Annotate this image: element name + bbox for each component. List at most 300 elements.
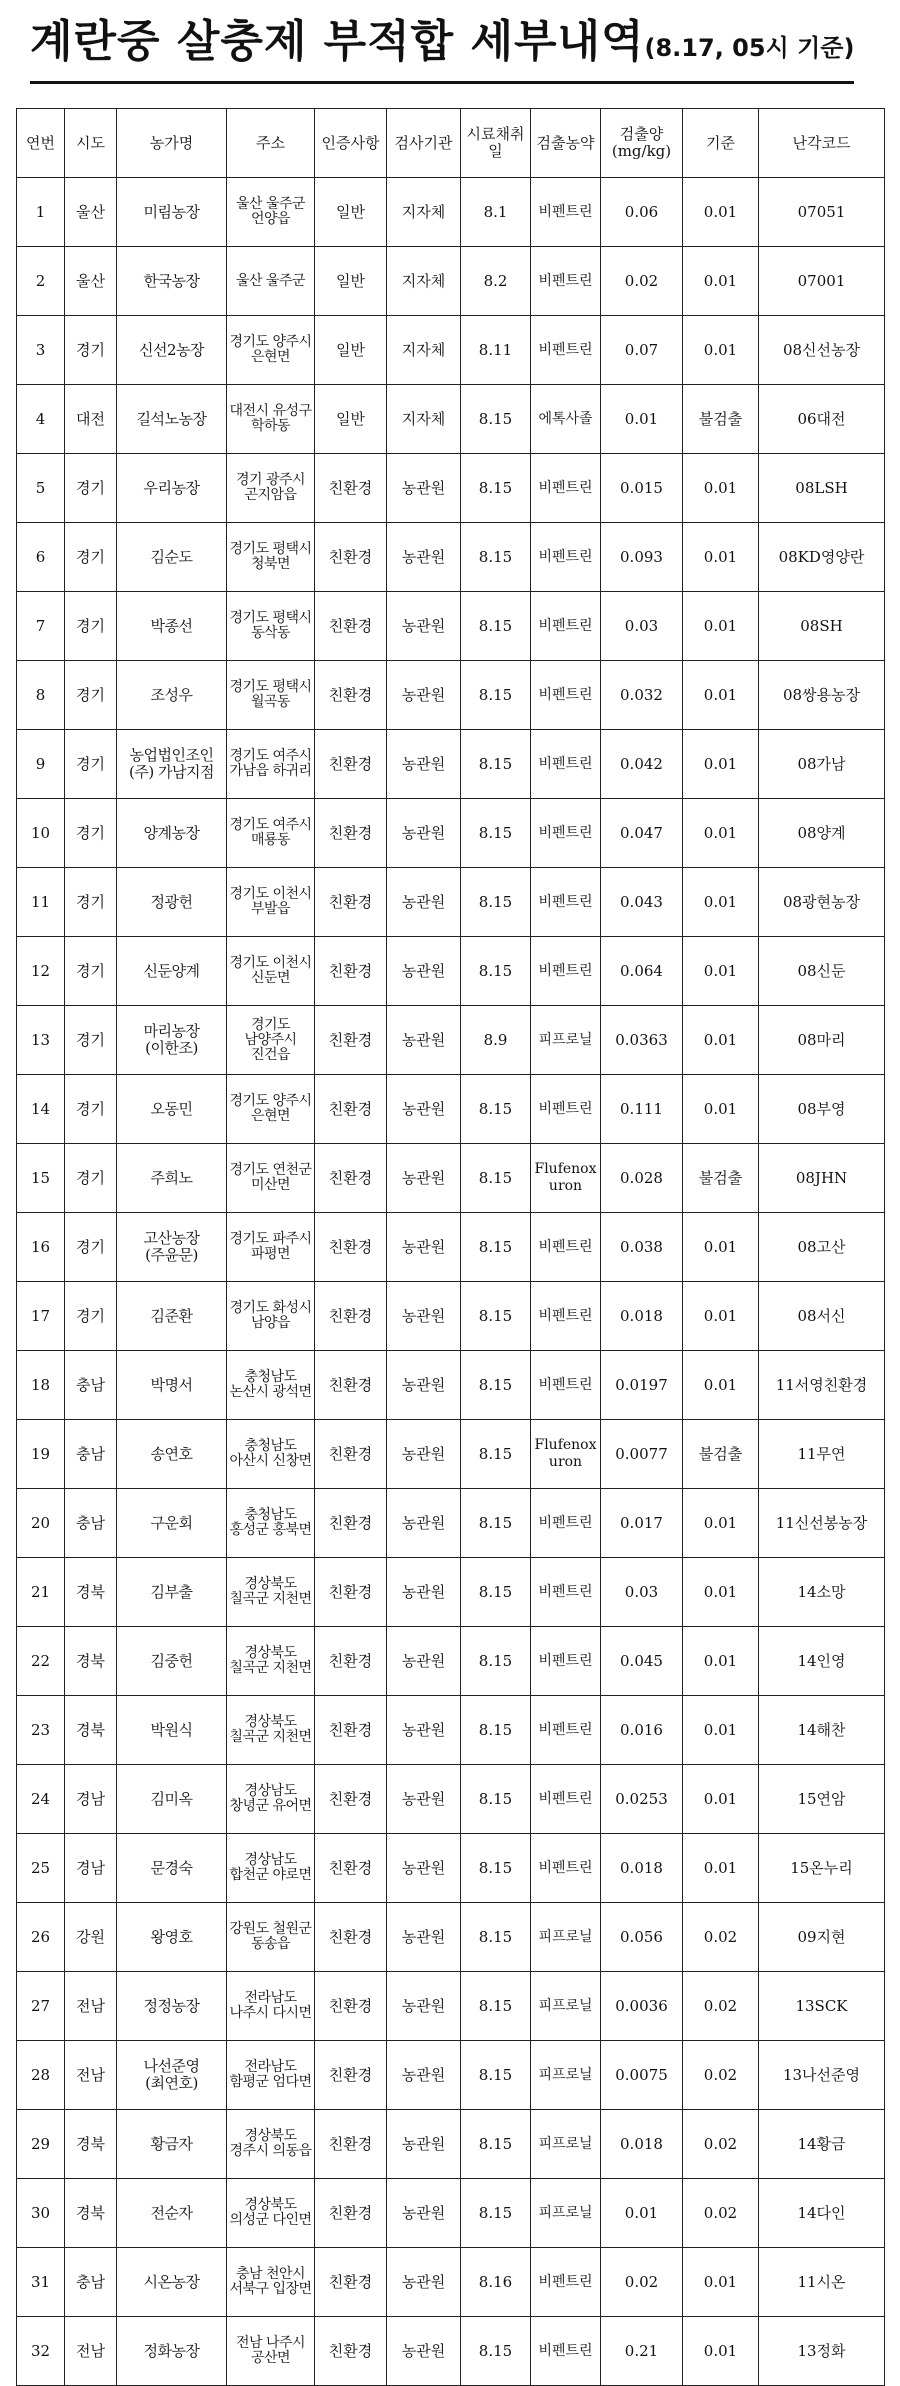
cell-pesticide: Flufenoxuron (531, 1420, 601, 1489)
cell-farm-name: 박명서 (117, 1351, 227, 1420)
cell-farm-name: 문경숙 (117, 1834, 227, 1903)
cell-amount: 0.03 (601, 1558, 683, 1627)
cell-farm-name: 농업법인조인(주) 가남지점 (117, 730, 227, 799)
header-inspection-agency: 검사기관 (387, 109, 461, 178)
cell-no: 24 (17, 1765, 65, 1834)
table-row (17, 1903, 885, 1972)
cell-amount: 0.043 (601, 868, 683, 937)
cell-egg-code: 11서영친환경 (759, 1351, 885, 1420)
cell-address: 전남 나주시 공산면 (227, 2317, 315, 2386)
cell-inspection-agency: 농관원 (387, 1972, 461, 2041)
cell-egg-code: 08양계 (759, 799, 885, 868)
cell-address: 경기도 남양주시 진건읍 (227, 1006, 315, 1075)
cell-pesticide: 비펜트린 (531, 1489, 601, 1558)
table-row (17, 661, 885, 730)
cell-address: 강원도 철원군 동송읍 (227, 1903, 315, 1972)
table-row (17, 1351, 885, 1420)
cell-egg-code: 13SCK (759, 1972, 885, 2041)
cell-address: 경상북도 칠곡군 지천면 (227, 1696, 315, 1765)
cell-inspection-agency: 농관원 (387, 730, 461, 799)
cell-province: 경기 (65, 730, 117, 799)
header-standard: 기준 (683, 109, 759, 178)
cell-address: 전라남도 나주시 다시면 (227, 1972, 315, 2041)
cell-no: 12 (17, 937, 65, 1006)
cell-address: 경기도 평택시 청북면 (227, 523, 315, 592)
cell-farm-name: 주희노 (117, 1144, 227, 1213)
cell-no: 2 (17, 247, 65, 316)
cell-farm-name: 길석노농장 (117, 385, 227, 454)
cell-inspection-agency: 지자체 (387, 178, 461, 247)
cell-standard: 0.01 (683, 868, 759, 937)
cell-farm-name: 정광헌 (117, 868, 227, 937)
table-row (17, 1696, 885, 1765)
cell-farm-name: 한국농장 (117, 247, 227, 316)
table-row (17, 1420, 885, 1489)
cell-amount: 0.064 (601, 937, 683, 1006)
cell-sample-date: 8.15 (461, 1972, 531, 2041)
cell-no: 26 (17, 1903, 65, 1972)
table-row (17, 178, 885, 247)
cell-amount: 0.015 (601, 454, 683, 523)
cell-province: 전남 (65, 2041, 117, 2110)
cell-amount: 0.0197 (601, 1351, 683, 1420)
cell-province: 울산 (65, 178, 117, 247)
cell-no: 13 (17, 1006, 65, 1075)
cell-pesticide: 비펜트린 (531, 178, 601, 247)
cell-inspection-agency: 농관원 (387, 1075, 461, 1144)
cell-no: 31 (17, 2248, 65, 2317)
cell-no: 16 (17, 1213, 65, 1282)
cell-certification: 친환경 (315, 523, 387, 592)
cell-inspection-agency: 농관원 (387, 1903, 461, 1972)
cell-certification: 친환경 (315, 2179, 387, 2248)
cell-inspection-agency: 농관원 (387, 661, 461, 730)
cell-no: 25 (17, 1834, 65, 1903)
cell-sample-date: 8.15 (461, 2110, 531, 2179)
cell-egg-code: 14다인 (759, 2179, 885, 2248)
cell-amount: 0.07 (601, 316, 683, 385)
cell-address: 충청남도 논산시 광석면 (227, 1351, 315, 1420)
cell-standard: 0.01 (683, 1489, 759, 1558)
cell-amount: 0.0363 (601, 1006, 683, 1075)
cell-address: 경기도 연천군 미산면 (227, 1144, 315, 1213)
cell-province: 경기 (65, 592, 117, 661)
cell-inspection-agency: 농관원 (387, 592, 461, 661)
cell-inspection-agency: 농관원 (387, 1006, 461, 1075)
cell-standard: 0.01 (683, 1351, 759, 1420)
cell-standard: 불검출 (683, 1144, 759, 1213)
cell-sample-date: 8.16 (461, 2248, 531, 2317)
cell-sample-date: 8.15 (461, 1489, 531, 1558)
cell-province: 경기 (65, 316, 117, 385)
cell-amount: 0.018 (601, 1834, 683, 1903)
cell-certification: 친환경 (315, 799, 387, 868)
cell-no: 8 (17, 661, 65, 730)
table-row (17, 454, 885, 523)
cell-farm-name: 김순도 (117, 523, 227, 592)
cell-standard: 0.01 (683, 316, 759, 385)
cell-standard: 0.01 (683, 937, 759, 1006)
cell-no: 5 (17, 454, 65, 523)
cell-no: 21 (17, 1558, 65, 1627)
cell-standard: 0.01 (683, 178, 759, 247)
cell-farm-name: 시온농장 (117, 2248, 227, 2317)
cell-amount: 0.01 (601, 2179, 683, 2248)
cell-inspection-agency: 농관원 (387, 1282, 461, 1351)
cell-no: 14 (17, 1075, 65, 1144)
cell-inspection-agency: 농관원 (387, 2248, 461, 2317)
cell-province: 경기 (65, 868, 117, 937)
cell-inspection-agency: 농관원 (387, 1627, 461, 1696)
table-row (17, 1282, 885, 1351)
cell-inspection-agency: 농관원 (387, 1420, 461, 1489)
cell-pesticide: 비펜트린 (531, 937, 601, 1006)
cell-province: 경기 (65, 1282, 117, 1351)
cell-address: 충남 천안시 서북구 입장면 (227, 2248, 315, 2317)
cell-sample-date: 8.15 (461, 1903, 531, 1972)
header-sample-date: 시료채취일 (461, 109, 531, 178)
cell-amount: 0.0077 (601, 1420, 683, 1489)
header-farm-name: 농가명 (117, 109, 227, 178)
cell-standard: 0.01 (683, 592, 759, 661)
cell-certification: 일반 (315, 316, 387, 385)
header-egg-code: 난각코드 (759, 109, 885, 178)
cell-amount: 0.042 (601, 730, 683, 799)
cell-certification: 친환경 (315, 661, 387, 730)
page-title (30, 14, 854, 84)
table-row (17, 385, 885, 454)
cell-pesticide: 비펜트린 (531, 661, 601, 730)
cell-inspection-agency: 농관원 (387, 2041, 461, 2110)
cell-pesticide: 비펜트린 (531, 454, 601, 523)
cell-egg-code: 08고산 (759, 1213, 885, 1282)
table-row (17, 592, 885, 661)
cell-address: 경기도 양주시 은현면 (227, 316, 315, 385)
table-row (17, 1213, 885, 1282)
table-row (17, 2179, 885, 2248)
cell-egg-code: 14인영 (759, 1627, 885, 1696)
cell-province: 전남 (65, 2317, 117, 2386)
cell-address: 경기도 평택시 동삭동 (227, 592, 315, 661)
cell-province: 전남 (65, 1972, 117, 2041)
cell-no: 28 (17, 2041, 65, 2110)
cell-amount: 0.03 (601, 592, 683, 661)
table-row (17, 2110, 885, 2179)
cell-inspection-agency: 농관원 (387, 937, 461, 1006)
cell-sample-date: 8.15 (461, 1213, 531, 1282)
cell-sample-date: 8.15 (461, 2179, 531, 2248)
cell-inspection-agency: 지자체 (387, 316, 461, 385)
cell-farm-name: 정화농장 (117, 2317, 227, 2386)
page-title-sub: (8.17, 05시 기준) (644, 34, 855, 62)
cell-no: 18 (17, 1351, 65, 1420)
cell-pesticide: 비펜트린 (531, 1282, 601, 1351)
cell-no: 32 (17, 2317, 65, 2386)
cell-certification: 친환경 (315, 1903, 387, 1972)
cell-province: 경북 (65, 2179, 117, 2248)
table-row (17, 1075, 885, 1144)
cell-province: 경기 (65, 799, 117, 868)
cell-province: 경남 (65, 1765, 117, 1834)
cell-sample-date: 8.15 (461, 1765, 531, 1834)
cell-farm-name: 조성우 (117, 661, 227, 730)
cell-province: 경남 (65, 1834, 117, 1903)
cell-no: 22 (17, 1627, 65, 1696)
cell-address: 경기도 평택시 월곡동 (227, 661, 315, 730)
cell-certification: 친환경 (315, 1282, 387, 1351)
cell-sample-date: 8.15 (461, 1696, 531, 1765)
cell-amount: 0.047 (601, 799, 683, 868)
cell-address: 경상북도 경주시 의동읍 (227, 2110, 315, 2179)
cell-amount: 0.0075 (601, 2041, 683, 2110)
cell-certification: 친환경 (315, 1006, 387, 1075)
table-row (17, 1765, 885, 1834)
cell-address: 경상남도 창녕군 유어면 (227, 1765, 315, 1834)
cell-inspection-agency: 농관원 (387, 1696, 461, 1765)
cell-province: 경기 (65, 937, 117, 1006)
cell-amount: 0.038 (601, 1213, 683, 1282)
cell-standard: 0.01 (683, 1006, 759, 1075)
table-row (17, 1558, 885, 1627)
table-row (17, 868, 885, 937)
cell-sample-date: 8.11 (461, 316, 531, 385)
cell-inspection-agency: 지자체 (387, 385, 461, 454)
cell-egg-code: 11시온 (759, 2248, 885, 2317)
cell-certification: 친환경 (315, 1834, 387, 1903)
cell-certification: 친환경 (315, 2041, 387, 2110)
cell-inspection-agency: 농관원 (387, 2317, 461, 2386)
cell-pesticide: 비펜트린 (531, 523, 601, 592)
cell-pesticide: 비펜트린 (531, 247, 601, 316)
cell-sample-date: 8.15 (461, 1351, 531, 1420)
cell-province: 경북 (65, 1627, 117, 1696)
title-block (30, 14, 870, 80)
cell-address: 경기 광주시 곤지암읍 (227, 454, 315, 523)
cell-province: 경기 (65, 523, 117, 592)
cell-inspection-agency: 농관원 (387, 523, 461, 592)
cell-no: 11 (17, 868, 65, 937)
header-pesticide: 검출농약 (531, 109, 601, 178)
cell-farm-name: 정정농장 (117, 1972, 227, 2041)
cell-amount: 0.032 (601, 661, 683, 730)
cell-egg-code: 08신선농장 (759, 316, 885, 385)
cell-standard: 0.01 (683, 523, 759, 592)
cell-sample-date: 8.15 (461, 730, 531, 799)
cell-pesticide: 비펜트린 (531, 1558, 601, 1627)
cell-standard: 0.02 (683, 1903, 759, 1972)
cell-egg-code: 08부영 (759, 1075, 885, 1144)
cell-pesticide: 비펜트린 (531, 2248, 601, 2317)
cell-province: 울산 (65, 247, 117, 316)
cell-inspection-agency: 지자체 (387, 247, 461, 316)
cell-no: 10 (17, 799, 65, 868)
cell-province: 충남 (65, 2248, 117, 2317)
cell-inspection-agency: 농관원 (387, 799, 461, 868)
cell-farm-name: 구운회 (117, 1489, 227, 1558)
cell-sample-date: 8.15 (461, 1834, 531, 1903)
cell-pesticide: 비펜트린 (531, 868, 601, 937)
cell-amount: 0.0253 (601, 1765, 683, 1834)
cell-pesticide: 비펜트린 (531, 1075, 601, 1144)
cell-no: 4 (17, 385, 65, 454)
cell-egg-code: 08가남 (759, 730, 885, 799)
cell-certification: 친환경 (315, 592, 387, 661)
cell-sample-date: 8.15 (461, 1282, 531, 1351)
cell-farm-name: 박원식 (117, 1696, 227, 1765)
cell-sample-date: 8.15 (461, 454, 531, 523)
cell-standard: 0.02 (683, 1972, 759, 2041)
cell-address: 울산 울주군 (227, 247, 315, 316)
cell-farm-name: 왕영호 (117, 1903, 227, 1972)
cell-sample-date: 8.15 (461, 1558, 531, 1627)
cell-farm-name: 김준환 (117, 1282, 227, 1351)
cell-certification: 친환경 (315, 1489, 387, 1558)
cell-inspection-agency: 농관원 (387, 1834, 461, 1903)
cell-no: 9 (17, 730, 65, 799)
cell-amount: 0.111 (601, 1075, 683, 1144)
cell-province: 대전 (65, 385, 117, 454)
cell-pesticide: 비펜트린 (531, 1351, 601, 1420)
cell-farm-name: 우리농장 (117, 454, 227, 523)
header-no: 연번 (17, 109, 65, 178)
cell-certification: 일반 (315, 178, 387, 247)
cell-pesticide: 비펜트린 (531, 1213, 601, 1282)
cell-standard: 0.02 (683, 2110, 759, 2179)
cell-farm-name: 신선2농장 (117, 316, 227, 385)
cell-amount: 0.016 (601, 1696, 683, 1765)
cell-inspection-agency: 농관원 (387, 1144, 461, 1213)
cell-amount: 0.01 (601, 385, 683, 454)
cell-certification: 친환경 (315, 454, 387, 523)
cell-address: 경상북도 칠곡군 지천면 (227, 1627, 315, 1696)
cell-pesticide: 피프로닐 (531, 2179, 601, 2248)
cell-pesticide: 피프로닐 (531, 1903, 601, 1972)
cell-no: 6 (17, 523, 65, 592)
cell-farm-name: 김미옥 (117, 1765, 227, 1834)
cell-egg-code: 11신선봉농장 (759, 1489, 885, 1558)
table-row (17, 799, 885, 868)
cell-sample-date: 8.2 (461, 247, 531, 316)
cell-certification: 친환경 (315, 2110, 387, 2179)
cell-inspection-agency: 농관원 (387, 868, 461, 937)
cell-egg-code: 14황금 (759, 2110, 885, 2179)
cell-standard: 0.01 (683, 730, 759, 799)
cell-sample-date: 8.15 (461, 2317, 531, 2386)
cell-province: 충남 (65, 1420, 117, 1489)
cell-address: 울산 울주군 언양읍 (227, 178, 315, 247)
table-row (17, 316, 885, 385)
cell-sample-date: 8.15 (461, 2041, 531, 2110)
cell-amount: 0.018 (601, 2110, 683, 2179)
cell-certification: 친환경 (315, 937, 387, 1006)
cell-pesticide: 비펜트린 (531, 730, 601, 799)
header-amount: 검출양(mg/kg) (601, 109, 683, 178)
cell-certification: 친환경 (315, 1420, 387, 1489)
cell-egg-code: 08JHN (759, 1144, 885, 1213)
cell-address: 경기도 양주시 은현면 (227, 1075, 315, 1144)
cell-address: 경기도 파주시 파평면 (227, 1213, 315, 1282)
header-province: 시도 (65, 109, 117, 178)
table-row (17, 2317, 885, 2386)
cell-inspection-agency: 농관원 (387, 2110, 461, 2179)
cell-address: 충청남도 아산시 신창면 (227, 1420, 315, 1489)
cell-no: 20 (17, 1489, 65, 1558)
cell-egg-code: 09지현 (759, 1903, 885, 1972)
cell-farm-name: 양계농장 (117, 799, 227, 868)
table-row (17, 1144, 885, 1213)
cell-sample-date: 8.15 (461, 1144, 531, 1213)
cell-sample-date: 8.15 (461, 868, 531, 937)
cell-farm-name: 김중헌 (117, 1627, 227, 1696)
cell-egg-code: 06대전 (759, 385, 885, 454)
cell-standard: 0.01 (683, 1765, 759, 1834)
cell-inspection-agency: 농관원 (387, 1351, 461, 1420)
cell-pesticide: 피프로닐 (531, 1006, 601, 1075)
cell-pesticide: 비펜트린 (531, 1627, 601, 1696)
cell-pesticide: 비펜트린 (531, 592, 601, 661)
cell-no: 29 (17, 2110, 65, 2179)
table-row (17, 1489, 885, 1558)
cell-address: 경상남도 합천군 야로면 (227, 1834, 315, 1903)
cell-egg-code: 08SH (759, 592, 885, 661)
cell-egg-code: 08서신 (759, 1282, 885, 1351)
cell-egg-code: 08광현농장 (759, 868, 885, 937)
cell-sample-date: 8.15 (461, 592, 531, 661)
cell-standard: 0.02 (683, 2041, 759, 2110)
cell-amount: 0.21 (601, 2317, 683, 2386)
cell-sample-date: 8.15 (461, 523, 531, 592)
cell-standard: 0.01 (683, 2248, 759, 2317)
cell-farm-name: 나선준영(최연호) (117, 2041, 227, 2110)
cell-certification: 친환경 (315, 1144, 387, 1213)
cell-farm-name: 마리농장(이한조) (117, 1006, 227, 1075)
cell-pesticide: 에톡사졸 (531, 385, 601, 454)
header-certification: 인증사항 (315, 109, 387, 178)
cell-inspection-agency: 농관원 (387, 1558, 461, 1627)
table-row (17, 937, 885, 1006)
cell-inspection-agency: 농관원 (387, 1213, 461, 1282)
cell-certification: 친환경 (315, 1351, 387, 1420)
cell-no: 1 (17, 178, 65, 247)
cell-address: 경기도 여주시 가남읍 하귀리 (227, 730, 315, 799)
cell-farm-name: 박종선 (117, 592, 227, 661)
cell-inspection-agency: 농관원 (387, 1765, 461, 1834)
cell-egg-code: 15연암 (759, 1765, 885, 1834)
cell-farm-name: 황금자 (117, 2110, 227, 2179)
cell-standard: 0.01 (683, 1834, 759, 1903)
cell-no: 7 (17, 592, 65, 661)
cell-no: 19 (17, 1420, 65, 1489)
cell-certification: 친환경 (315, 1765, 387, 1834)
cell-province: 경북 (65, 1558, 117, 1627)
cell-sample-date: 8.15 (461, 1420, 531, 1489)
page-title-main: 계란중 살충제 부적합 세부내역 (30, 16, 645, 67)
cell-address: 경기도 화성시 남양읍 (227, 1282, 315, 1351)
table-row (17, 1627, 885, 1696)
cell-address: 전라남도 함평군 엄다면 (227, 2041, 315, 2110)
cell-sample-date: 8.1 (461, 178, 531, 247)
table-header (17, 109, 885, 178)
cell-no: 27 (17, 1972, 65, 2041)
cell-egg-code: 08신둔 (759, 937, 885, 1006)
cell-pesticide: 피프로닐 (531, 2110, 601, 2179)
cell-standard: 0.01 (683, 1075, 759, 1144)
cell-province: 강원 (65, 1903, 117, 1972)
cell-province: 경기 (65, 454, 117, 523)
cell-pesticide: 비펜트린 (531, 1834, 601, 1903)
cell-sample-date: 8.15 (461, 661, 531, 730)
cell-egg-code: 11무연 (759, 1420, 885, 1489)
